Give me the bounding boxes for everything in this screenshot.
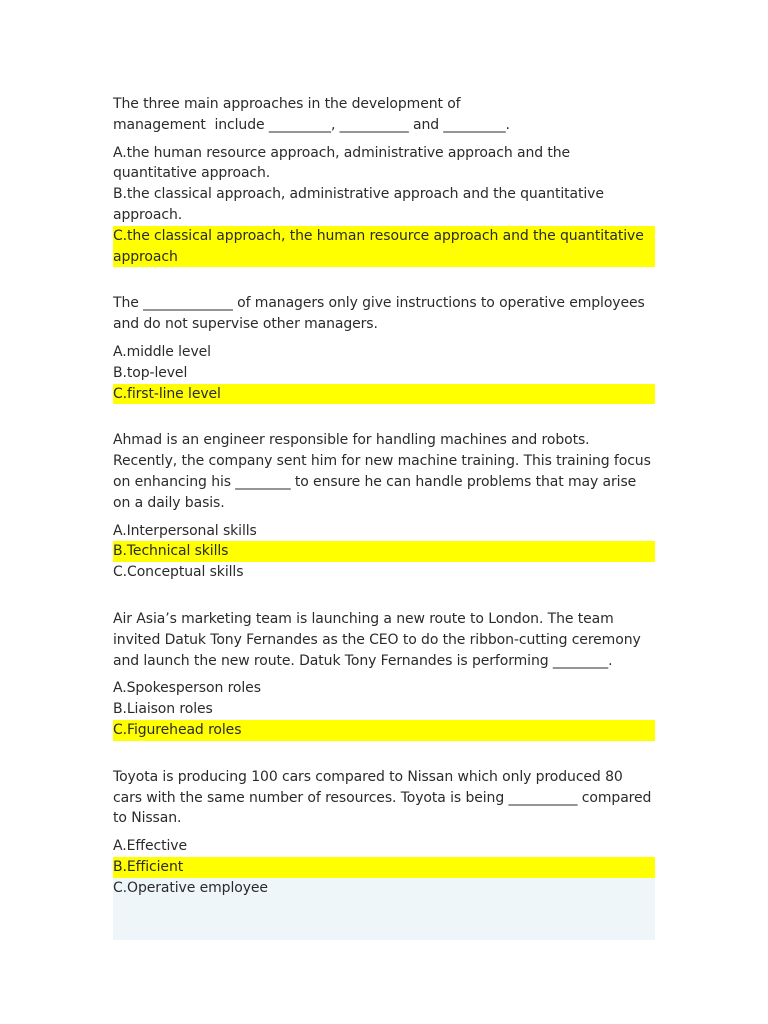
options-list	[113, 143, 655, 268]
question-text: Ahmad is an engineer responsible for handling machines and robots. Recently, the company sent him for new machine training. This training focus on enhancing his ________ to ensure he can handle problems that may arise on a daily basis.	[113, 432, 656, 511]
option-c-shaded-area	[113, 878, 655, 940]
option-a: A.the human resource approach, administrative approach and the quantitative approach.	[113, 144, 571, 182]
options-list	[113, 521, 655, 583]
option-b: B.top-level	[113, 364, 188, 381]
option-c: C.Conceptual skills	[113, 564, 244, 581]
question-text: The three main approaches in the development of management include _________, __________ and _________.	[113, 96, 510, 133]
question-text: Air Asia’s marketing team is launching a new route to London. The team invited Datuk Tony Fernandes as the CEO to do the ribbon-cutting ceremony and launch the new route. Datuk Tony Fernandes is performing ________.	[113, 610, 646, 669]
option-b-correct: B.Efficient	[113, 857, 655, 878]
question-block-3	[113, 430, 655, 583]
options-list	[113, 836, 655, 940]
quiz-page	[113, 94, 655, 940]
options-list	[113, 678, 655, 740]
question-text: The _____________ of managers only give instructions to operative employees and do not supervise other managers.	[113, 295, 650, 333]
option-b: B.the classical approach, administrative approach and the quantitative approach.	[113, 186, 604, 223]
option-c-correct: C.Figurehead roles	[113, 720, 655, 741]
question-block-4	[113, 609, 655, 741]
option-b-correct: B.Technical skills	[113, 541, 655, 562]
option-c-correct: C.the classical approach, the human resource approach and the quantitative approach	[113, 226, 655, 268]
options-list	[113, 342, 655, 404]
option-a: A.Spokesperson roles	[113, 680, 261, 697]
question-block-2	[113, 293, 655, 404]
option-a: A.Effective	[113, 838, 187, 855]
question-text: Toyota is producing 100 cars compared to Nissan which only produced 80 cars with the same number of resources. Toyota is being __________ compared to Nissan.	[113, 768, 656, 827]
option-c-correct: C.first-line level	[113, 384, 655, 405]
option-a: A.middle level	[113, 343, 211, 360]
question-block-5	[113, 767, 655, 940]
option-b: B.Liaison roles	[113, 701, 213, 718]
option-c: C.Operative employee	[113, 879, 268, 896]
option-a: A.Interpersonal skills	[113, 522, 257, 539]
question-block-1	[113, 94, 655, 267]
